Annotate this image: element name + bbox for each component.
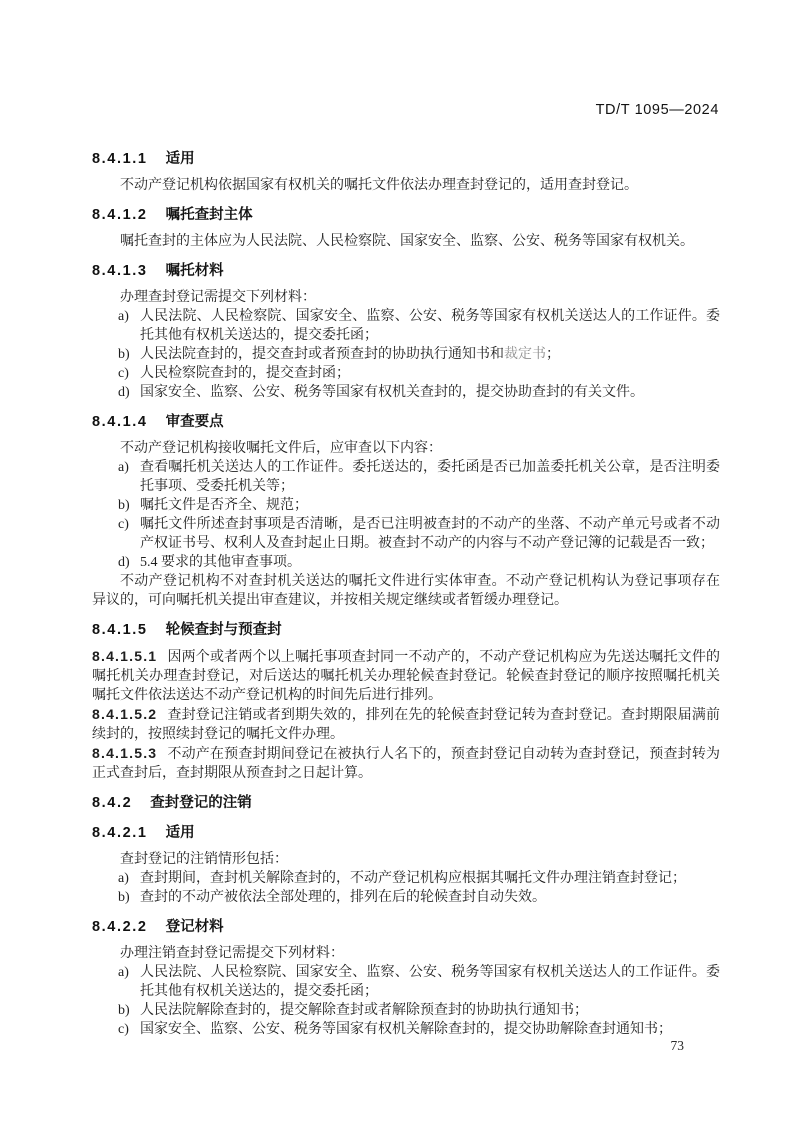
- list-item-text-main: 查封期间，查封机关解除查封的，不动产登记机构应根据其嘱托文件办理注销查封登记；: [140, 871, 686, 886]
- list-item-label: a): [118, 309, 129, 324]
- list-lead: 查封登记的注销情形包括：: [120, 852, 288, 867]
- heading-title: 适用: [165, 151, 195, 167]
- heading-number: 8.4.1.5: [92, 622, 148, 638]
- list-item: [92, 1001, 720, 1020]
- list-item: [92, 458, 720, 496]
- clause-number: 8.4.1.5.2: [92, 706, 158, 722]
- list-item-text-main: 人民法院解除查封的，提交解除查封或者解除预查封的协助执行通知书；: [140, 1003, 588, 1018]
- clause-paragraph: [92, 647, 720, 705]
- list-item-label: a): [118, 871, 129, 886]
- muted-text: 裁定书: [504, 347, 546, 362]
- list-item: [92, 364, 720, 383]
- heading-title: 嘱托查封主体: [165, 207, 253, 223]
- heading-title: 登记材料: [165, 919, 224, 935]
- clause-text: 查封登记注销或者到期失效的，排列在先的轮候查封登记转为查封登记。查封期限届满前续封的，按照续封登记的嘱托文件办理。: [92, 708, 720, 742]
- clause-number: 8.4.1.5.1: [92, 648, 158, 664]
- section-heading-8-4-2-2: [92, 918, 720, 937]
- list-lead: 办理查封登记需提交下列材料：: [120, 290, 316, 305]
- clause-number: 8.4.1.5.3: [92, 745, 158, 761]
- clause-text: 不动产在预查封期间登记在被执行人名下的，预查封登记自动转为查封登记，预查封转为正式查封后，查封期限从预查封之日起计算。: [92, 747, 720, 781]
- list-item-text: [140, 498, 308, 513]
- list-item-label: b): [118, 498, 130, 513]
- list-item-text-main: 嘱托文件是否齐全、规范；: [140, 498, 308, 513]
- list-item-text-main: 人民检察院查封的，提交查封函；: [140, 366, 350, 381]
- list-item-text: [140, 1022, 672, 1037]
- doc-number: TD/T 1095—2024: [595, 102, 719, 118]
- list-item-text-main: 国家安全、监察、公安、税务等国家有权机关解除查封的，提交协助解除查封通知书；: [140, 1022, 672, 1037]
- clause-text: 因两个或者两个以上嘱托事项查封同一不动产的，不动产登记机构应为先送达嘱托文件的嘱托机关办理查封登记，对后送达的嘱托机关办理轮候查封登记。轮候查封登记的顺序按照嘱托机关嘱托文件依法送达不动产登记机构的时间先后进行排列。: [92, 650, 720, 703]
- list-item: [92, 383, 720, 402]
- list-item-text-main: 嘱托文件所述查封事项是否清晰，是否已注明被查封的不动产的坐落、不动产单元号或者不动产权证书号、权利人及查封起止日期。被查封不动产的内容与不动产登记簿的记载是否一致；: [140, 517, 720, 551]
- list-item: [92, 553, 720, 572]
- list-item-text: [140, 460, 720, 494]
- heading-number: 8.4.2: [92, 795, 133, 811]
- list-item-label: d): [118, 555, 130, 570]
- heading-title: 审查要点: [165, 414, 224, 430]
- list-item-label: c): [118, 1022, 129, 1037]
- list-item-text-main: 国家安全、监察、公安、税务等国家有权机关查封的，提交协助查封的有关文件。: [140, 385, 644, 400]
- heading-number: 8.4.1.2: [92, 207, 148, 223]
- list-item-text-main: 5.4 要求的其他审查事项。: [140, 555, 301, 570]
- list-lead: 办理注销查封登记需提交下列材料：: [120, 946, 344, 961]
- list-item-label: a): [118, 965, 129, 980]
- section-heading-8-4-1-2: [92, 206, 720, 225]
- heading-title: 查封登记的注销: [150, 795, 252, 811]
- section-heading-8-4-1-5: [92, 621, 720, 640]
- list-item-label: b): [118, 1003, 130, 1018]
- page-content: [92, 150, 720, 1039]
- heading-number: 8.4.2.1: [92, 825, 148, 841]
- list-item-text: [140, 385, 644, 400]
- heading-title: 嘱托材料: [165, 263, 224, 279]
- list-item-text: [140, 309, 720, 343]
- list-item-text: [140, 1003, 588, 1018]
- list-item-text-main: 人民法院、人民检察院、国家安全、监察、公安、税务等国家有权机关送达人的工作证件。委托其他有权机关送达的，提交委托函；: [140, 965, 720, 999]
- list-item-text: [140, 965, 720, 999]
- paragraph: 不动产登记机构依据国家有权机关的嘱托文件依法办理查封登记的，适用查封登记。: [120, 178, 638, 193]
- paragraph: 嘱托查封的主体应为人民法院、人民检察院、国家安全、监察、公安、税务等国家有权机关。: [120, 234, 694, 249]
- heading-number: 8.4.2.2: [92, 919, 148, 935]
- list-item-text: [140, 555, 301, 570]
- heading-title: 适用: [165, 825, 195, 841]
- heading-number: 8.4.1.4: [92, 414, 148, 430]
- section-heading-8-4-2-1: [92, 824, 720, 843]
- list-item-label: c): [118, 366, 129, 381]
- heading-number: 8.4.1.3: [92, 263, 148, 279]
- list-item: [92, 496, 720, 515]
- list-lead: 不动产登记机构接收嘱托文件后，应审查以下内容：: [120, 441, 442, 456]
- list-item-text-main: 查封的不动产被依法全部处理的，排列在后的轮候查封自动失效。: [140, 890, 546, 905]
- page-number: 73: [670, 1038, 684, 1053]
- list-item: [92, 345, 720, 364]
- list-item: [92, 515, 720, 553]
- list-item-text-main: 查看嘱托机关送达人的工作证件。委托送达的，委托函是否已加盖委托机关公章，是否注明委托事项、受委托机关等；: [140, 460, 720, 494]
- section-heading-8-4-1-3: [92, 262, 720, 281]
- list-item-text-main: 人民法院查封的，提交查封或者预查封的协助执行通知书和: [140, 347, 504, 362]
- list-item-text: [140, 890, 546, 905]
- paragraph: 不动产登记机构不对查封机关送达的嘱托文件进行实体审查。不动产登记机构认为登记事项存在异议的，可向嘱托机关提出审查建议，并按相关规定继续或者暂缓办理登记。: [92, 574, 720, 608]
- list-item-text-main: 人民法院、人民检察院、国家安全、监察、公安、税务等国家有权机关送达人的工作证件。委托其他有权机关送达的，提交委托函；: [140, 309, 720, 343]
- list-item-text: [140, 366, 350, 381]
- list-item: [92, 307, 720, 345]
- list-item-label: b): [118, 347, 130, 362]
- list-item-label: b): [118, 890, 130, 905]
- section-heading-8-4-1-1: [92, 150, 720, 169]
- clause-paragraph: [92, 705, 720, 744]
- list-item-text-tail: ；: [546, 347, 560, 362]
- list-item-text: [140, 517, 720, 551]
- list-item: [92, 869, 720, 888]
- list-item: [92, 963, 720, 1001]
- section-heading-8-4-1-4: [92, 413, 720, 432]
- list-item-label: a): [118, 460, 129, 475]
- section-heading-8-4-2: [92, 794, 720, 813]
- list-item-text: [140, 347, 560, 362]
- list-item: [92, 888, 720, 907]
- heading-title: 轮候查封与预查封: [165, 622, 282, 638]
- list-item-text: [140, 871, 686, 886]
- heading-number: 8.4.1.1: [92, 151, 148, 167]
- clause-paragraph: [92, 744, 720, 783]
- list-item-label: d): [118, 385, 130, 400]
- list-item-label: c): [118, 517, 129, 532]
